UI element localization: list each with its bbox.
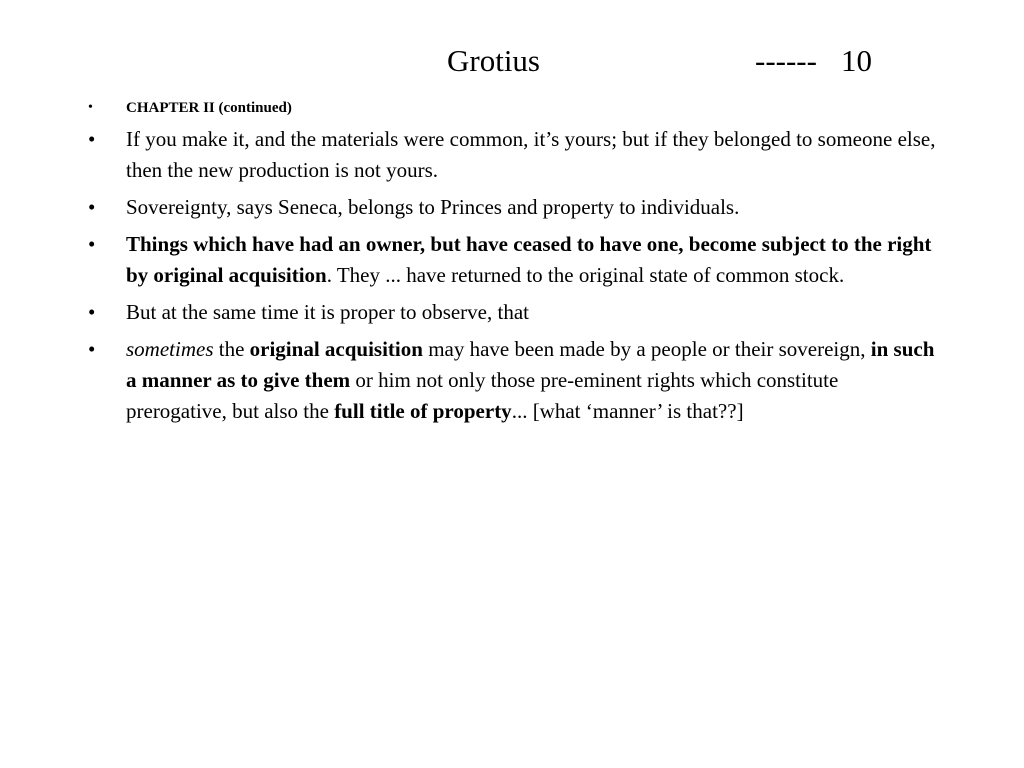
bullet-item (0, 124, 1024, 186)
bullet-item (0, 334, 1024, 427)
bullet-text-segment: full title of property (334, 399, 512, 423)
bullet-icon: • (88, 300, 96, 324)
bullet-item (0, 229, 1024, 291)
bullet-list (0, 97, 1024, 433)
bullet-item (0, 192, 1024, 223)
bullet-text-segment: the (213, 337, 250, 361)
bullet-text-segment: Sovereignty, says Seneca, belongs to Princes and property to individuals. (126, 195, 740, 219)
bullet-text-segment: sometimes (126, 337, 214, 361)
bullet-item (0, 97, 1024, 119)
bullet-text-segment: ... [what ‘manner’ is that??] (511, 399, 744, 423)
bullet-text-segment: original acquisition (249, 337, 423, 361)
bullet-text-segment: If you make it, and the materials were common, it’s yours; but if they belonged to someone else, then the new production is not yours. (126, 127, 936, 182)
bullet-icon: • (88, 337, 96, 361)
bullet-icon: • (88, 195, 96, 219)
bullet-icon: • (88, 127, 96, 151)
title-dashes: ------ (755, 43, 817, 78)
bullet-text-segment: in such a manner as to give them (126, 337, 935, 392)
title-text: Grotius (447, 43, 540, 78)
bullet-text-segment: But at the same time it is proper to observe, that (126, 300, 529, 324)
bullet-icon: • (88, 232, 96, 256)
bullet-item (0, 297, 1024, 328)
bullet-icon: • (88, 100, 93, 115)
bullet-text-segment: or him not only those pre-eminent rights which constitute prerogative, but also the (126, 368, 839, 423)
slide-number: 10 (841, 43, 872, 78)
bullet-text-segment: . They ... have returned to the original state of common stock. (326, 263, 845, 287)
bullet-text-segment: may have been made by a people or their sovereign, (422, 337, 871, 361)
bullet-text-segment: Things which have had an owner, but have ceased to have one, become subject to the right by original acquisition (126, 232, 932, 287)
bullet-text-segment: CHAPTER II (continued) (126, 100, 292, 116)
slide-title (0, 43, 1024, 83)
